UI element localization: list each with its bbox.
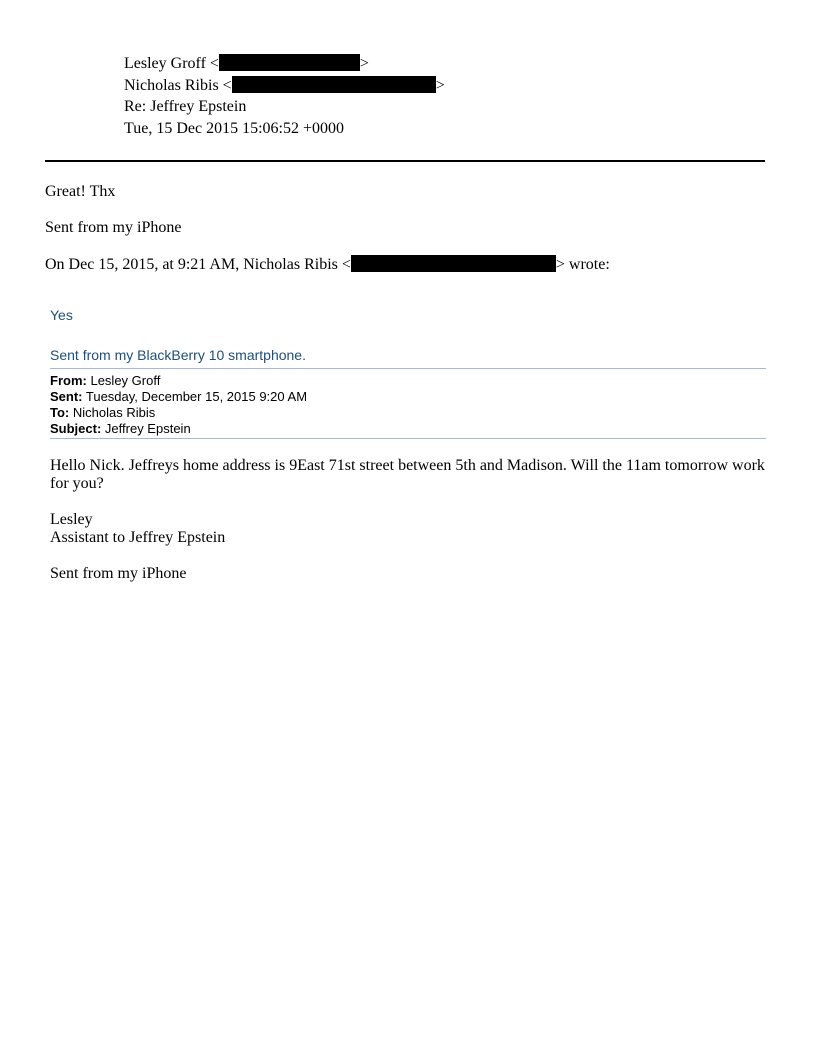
forward-subject-label: Subject: bbox=[50, 421, 102, 436]
forward-from-label: From: bbox=[50, 373, 87, 388]
forward-subject-value: Jeffrey Epstein bbox=[104, 421, 191, 436]
forward-sent-row bbox=[50, 389, 307, 405]
forward-to-row bbox=[50, 405, 155, 421]
header-from-close: > bbox=[359, 55, 369, 72]
closing-title: Assistant to Jeffrey Epstein bbox=[50, 529, 226, 546]
reply-text: Great! Thx bbox=[45, 183, 116, 200]
header-divider bbox=[45, 160, 765, 162]
forward-from-row bbox=[50, 373, 160, 389]
redaction-bar bbox=[232, 76, 436, 93]
reply-signature: Sent from my iPhone bbox=[45, 219, 182, 236]
closing-signature: Sent from my iPhone bbox=[50, 565, 187, 582]
quote-intro-suffix: > wrote: bbox=[555, 256, 610, 273]
forward-subject-row bbox=[50, 421, 191, 437]
header-from-value bbox=[124, 54, 369, 73]
quoted-reply-text: Yes bbox=[50, 307, 73, 323]
quoted-header-divider-top bbox=[50, 368, 766, 369]
forward-from-value: Lesley Groff bbox=[90, 373, 161, 388]
header-to-value bbox=[124, 76, 445, 95]
forward-sent-value: Tuesday, December 15, 2015 9:20 AM bbox=[85, 389, 308, 404]
closing-name: Lesley bbox=[50, 511, 93, 528]
redaction-bar bbox=[219, 54, 360, 71]
redaction-bar bbox=[351, 255, 556, 272]
quoted-body-text: Hello Nick. Jeffreys home address is 9East 71st street between 5th and Madison. Will the 11am tomorrow work for you? bbox=[50, 457, 765, 492]
quote-intro bbox=[45, 255, 610, 274]
forward-to-value: Nicholas Ribis bbox=[72, 405, 156, 420]
quote-intro-prefix: On Dec 15, 2015, at 9:21 AM, Nicholas Ribis < bbox=[45, 256, 351, 273]
forward-sent-label: Sent: bbox=[50, 389, 83, 404]
quoted-header-divider-bottom bbox=[50, 438, 766, 439]
header-subject-value: Re: Jeffrey Epstein bbox=[124, 98, 247, 115]
header-to-name: Nicholas Ribis < bbox=[124, 77, 232, 94]
header-from-name: Lesley Groff < bbox=[124, 55, 219, 72]
forward-to-label: To: bbox=[50, 405, 70, 420]
header-to-close: > bbox=[435, 77, 445, 94]
header-date-value: Tue, 15 Dec 2015 15:06:52 +0000 bbox=[124, 120, 344, 137]
blackberry-signature: Sent from my BlackBerry 10 smartphone. bbox=[50, 347, 306, 363]
